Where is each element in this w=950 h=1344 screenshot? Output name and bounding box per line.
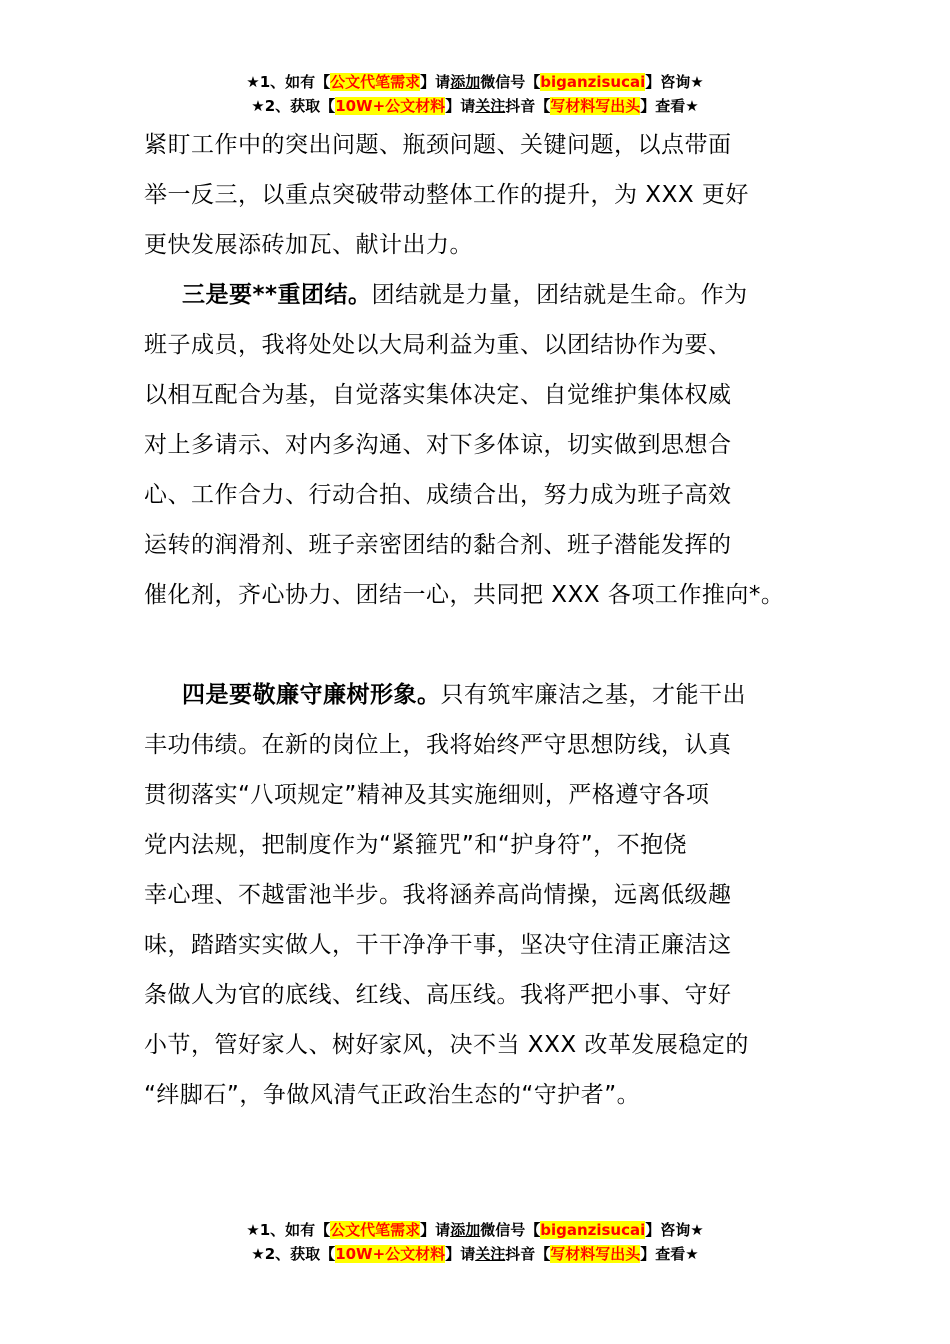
banner-text: ★1、如有【 (246, 1221, 331, 1239)
paragraph-lead: 四是要敬廉守廉树形象。 (182, 682, 441, 708)
paragraph-text: 只有筑牢廉洁之基，才能干出 (440, 682, 746, 708)
banner-highlight: 10W+公文材料 (335, 1245, 446, 1263)
text-line (144, 270, 812, 320)
banner-text: 微信号【 (480, 1221, 541, 1239)
banner-text: 】咨询★ (645, 1221, 704, 1239)
banner-text: 】请 (420, 73, 451, 91)
banner-highlight: biganzisucai (540, 1221, 646, 1239)
banner-highlight: 10W+公文材料 (335, 97, 446, 115)
banner-highlight: 公文代笔需求 (330, 73, 421, 91)
paragraph-1 (144, 120, 812, 270)
banner-text: 】请 (420, 1221, 451, 1239)
banner-text: 】请 (445, 97, 476, 115)
banner-highlight: biganzisucai (540, 73, 646, 91)
text-line: 以相互配合为基，自觉落实集体决定、自觉维护集体权威 (144, 382, 732, 408)
banner-text: 】查看★ (640, 97, 699, 115)
text-line: 紧盯工作中的突出问题、瓶颈问题、关键问题，以点带面 (144, 132, 732, 158)
text-line (144, 670, 812, 720)
banner-text: ★2、获取【 (251, 1245, 336, 1263)
banner-line-2 (0, 1242, 950, 1266)
banner-text: 微信号【 (480, 73, 541, 91)
text-line: 味，踏踏实实做人，干干净净干事，坚决守住清正廉洁这 (144, 932, 732, 958)
banner-line-2 (0, 94, 950, 118)
paragraph-2 (144, 270, 812, 620)
banner-text: 】查看★ (640, 1245, 699, 1263)
banner-underline: 关注 (475, 97, 506, 115)
text-line: 心、工作合力、行动合拍、成绩合出，努力成为班子高效 (144, 482, 732, 508)
banner-line-1 (0, 1218, 950, 1242)
banner-highlight: 写材料写出头 (550, 97, 641, 115)
banner-underline: 添加 (450, 73, 481, 91)
banner-text: 】请 (445, 1245, 476, 1263)
banner-highlight: 写材料写出头 (550, 1245, 641, 1263)
banner-highlight: 公文代笔需求 (330, 1221, 421, 1239)
text-line: 运转的润滑剂、班子亲密团结的黏合剂、班子潜能发挥的 (144, 532, 732, 558)
banner-text: 】咨询★ (645, 73, 704, 91)
text-line: 党内法规，把制度作为“紧箍咒”和“护身符”，不抱侥 (144, 832, 688, 858)
text-line: 小节，管好家人、树好家风，决不当 XXX 改革发展稳定的 (144, 1032, 749, 1058)
text-line: 举一反三，以重点突破带动整体工作的提升，为 XXX 更好 (144, 182, 749, 208)
text-line: 贯彻落实“八项规定”精神及其实施细则，严格遵守各项 (144, 782, 710, 808)
banner-line-1 (0, 70, 950, 94)
document-body (144, 120, 812, 1120)
text-line: 条做人为官的底线、红线、高压线。我将严把小事、守好 (144, 982, 732, 1008)
text-line: 丰功伟绩。在新的岗位上，我将始终严守思想防线，认真 (144, 732, 732, 758)
paragraph-3 (144, 670, 812, 1120)
text-line: 催化剂，齐心协力、团结一心，共同把 XXX 各项工作推向*。 (144, 582, 785, 608)
header-banner (0, 70, 950, 118)
banner-text: 抖音【 (505, 97, 551, 115)
text-line: 幸心理、不越雷池半步。我将涵养高尚情操，远离低级趣 (144, 882, 732, 908)
text-line: 更快发展添砖加瓦、献计出力。 (144, 232, 473, 258)
footer-banner (0, 1218, 950, 1266)
text-line: 对上多请示、对内多沟通、对下多体谅，切实做到思想合 (144, 432, 732, 458)
paragraph-text: 团结就是力量，团结就是生命。作为 (371, 282, 748, 308)
banner-text: ★1、如有【 (246, 73, 331, 91)
banner-text: 抖音【 (505, 1245, 551, 1263)
banner-text: ★2、获取【 (251, 97, 336, 115)
banner-underline: 添加 (450, 1221, 481, 1239)
paragraph-lead: 三是要**重团结。 (182, 282, 372, 308)
banner-underline: 关注 (475, 1245, 506, 1263)
text-line: 班子成员，我将处处以大局利益为重、以团结协作为要、 (144, 332, 732, 358)
text-line: “绊脚石”，争做风清气正政治生态的“守护者”。 (144, 1082, 641, 1108)
